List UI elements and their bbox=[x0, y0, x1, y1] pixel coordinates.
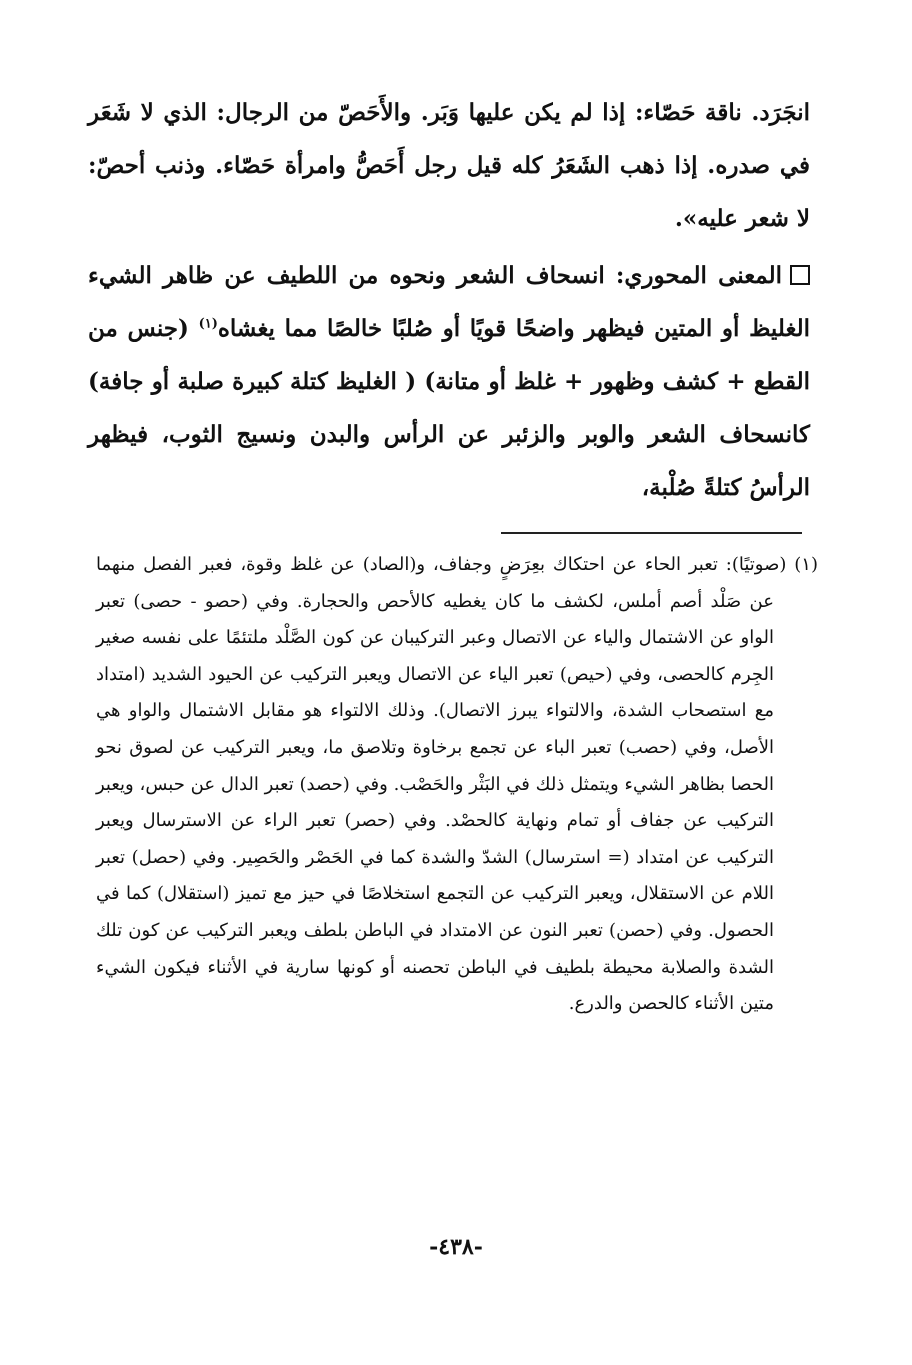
footnote-reference: (١) bbox=[198, 316, 218, 332]
main-paragraph-2 bbox=[88, 249, 810, 514]
footnote-separator bbox=[501, 532, 802, 534]
square-bullet-icon bbox=[790, 265, 810, 285]
main-paragraph-2-text-b: (جنس من القطع + كشف وظهور + غلظ أو متانة) ( الغليظ كتلة كبيرة صلبة أو جافة) كانسحاف الشعر والوبر والزئبر عن الرأس والبدن ونسيج الثوب، فيظهر الرأسُ كتلةً صُلْبة، bbox=[88, 315, 810, 501]
footnote bbox=[96, 547, 818, 1023]
main-text bbox=[88, 86, 810, 514]
main-paragraph-2-text-a: المعنى المحوري: انسحاف الشعر ونحوه من اللطيف عن ظاهر الشيء الغليظ أو المتين فيظهر واضحًا قويًا أو صُلبًا خالصًا مما يغشاه bbox=[88, 262, 810, 342]
page-number: -٤٣٨- bbox=[429, 1234, 483, 1260]
main-paragraph-1: انجَرَد. ناقة حَصّاء: إذا لم يكن عليها وَبَر. والأَحَصّ من الرجال: الذي لا شَعَر في صدره. إذا ذهب الشَعَرُ كله قيل رجل أَحَصُّ وامرأة حَصّاء. وذنب أحصّ: لا شعر عليه». bbox=[88, 99, 810, 232]
footnote-text: (١) (صوتيًا): تعبر الحاء عن احتكاك بعِرَضٍ وجفاف، و(الصاد) عن غلظ وقوة، فعبر الفصل منهما عن صَلْد أصم أملس، لكشف ما كان يغطيه كالأحص والحجارة. وفي (حصو - حصى) تعبر الواو عن الاشتمال والياء عن الاتصال وعبر التركيبان عن كون الصَّلْد ملتئمًا على نفسه صغير الجِرم كالحصى، وفي (حيص) تعبر الياء عن الاتصال ويعبر التركيب عن الحيود الشديد (امتداد مع استصحاب الشدة، والالتواء يبرز الاتصال). وذلك الالتواء هو مقابل الاشتمال والواو هي الأصل، وفي (حصب) تعبر الباء عن تجمع برخاوة وتلاصق ما، ويعبر التركيب عن لصوق نحو الحصا بظاهر الشيء ويتمثل ذلك في البَثْر والحَصْب. وفي (حصد) تعبر الدال عن حبس، ويعبر التركيب عن جفاف أو تمام ونهاية كالحصْد. وفي (حصر) تعبر الراء عن الاسترسال ويعبر التركيب عن امتداد (= استرسال) الشدّ والشدة كما في الحَصْر والحَصِير. وفي (حصل) تعبر اللام عن الاستقلال، ويعبر التركيب عن التجمع استخلاصًا في حيز مع تميز (استقلال) كما في الحصول. وفي (حصن) تعبر النون عن الامتداد في الباطن بلطف ويعبر التركيب عن كون تلك الشدة والصلابة محيطة بلطيف في الباطن تحصنه أو كونها سارية في الأثناء فيكون الشيء متين الأثناء كالحصن والدرع. bbox=[96, 554, 818, 1015]
